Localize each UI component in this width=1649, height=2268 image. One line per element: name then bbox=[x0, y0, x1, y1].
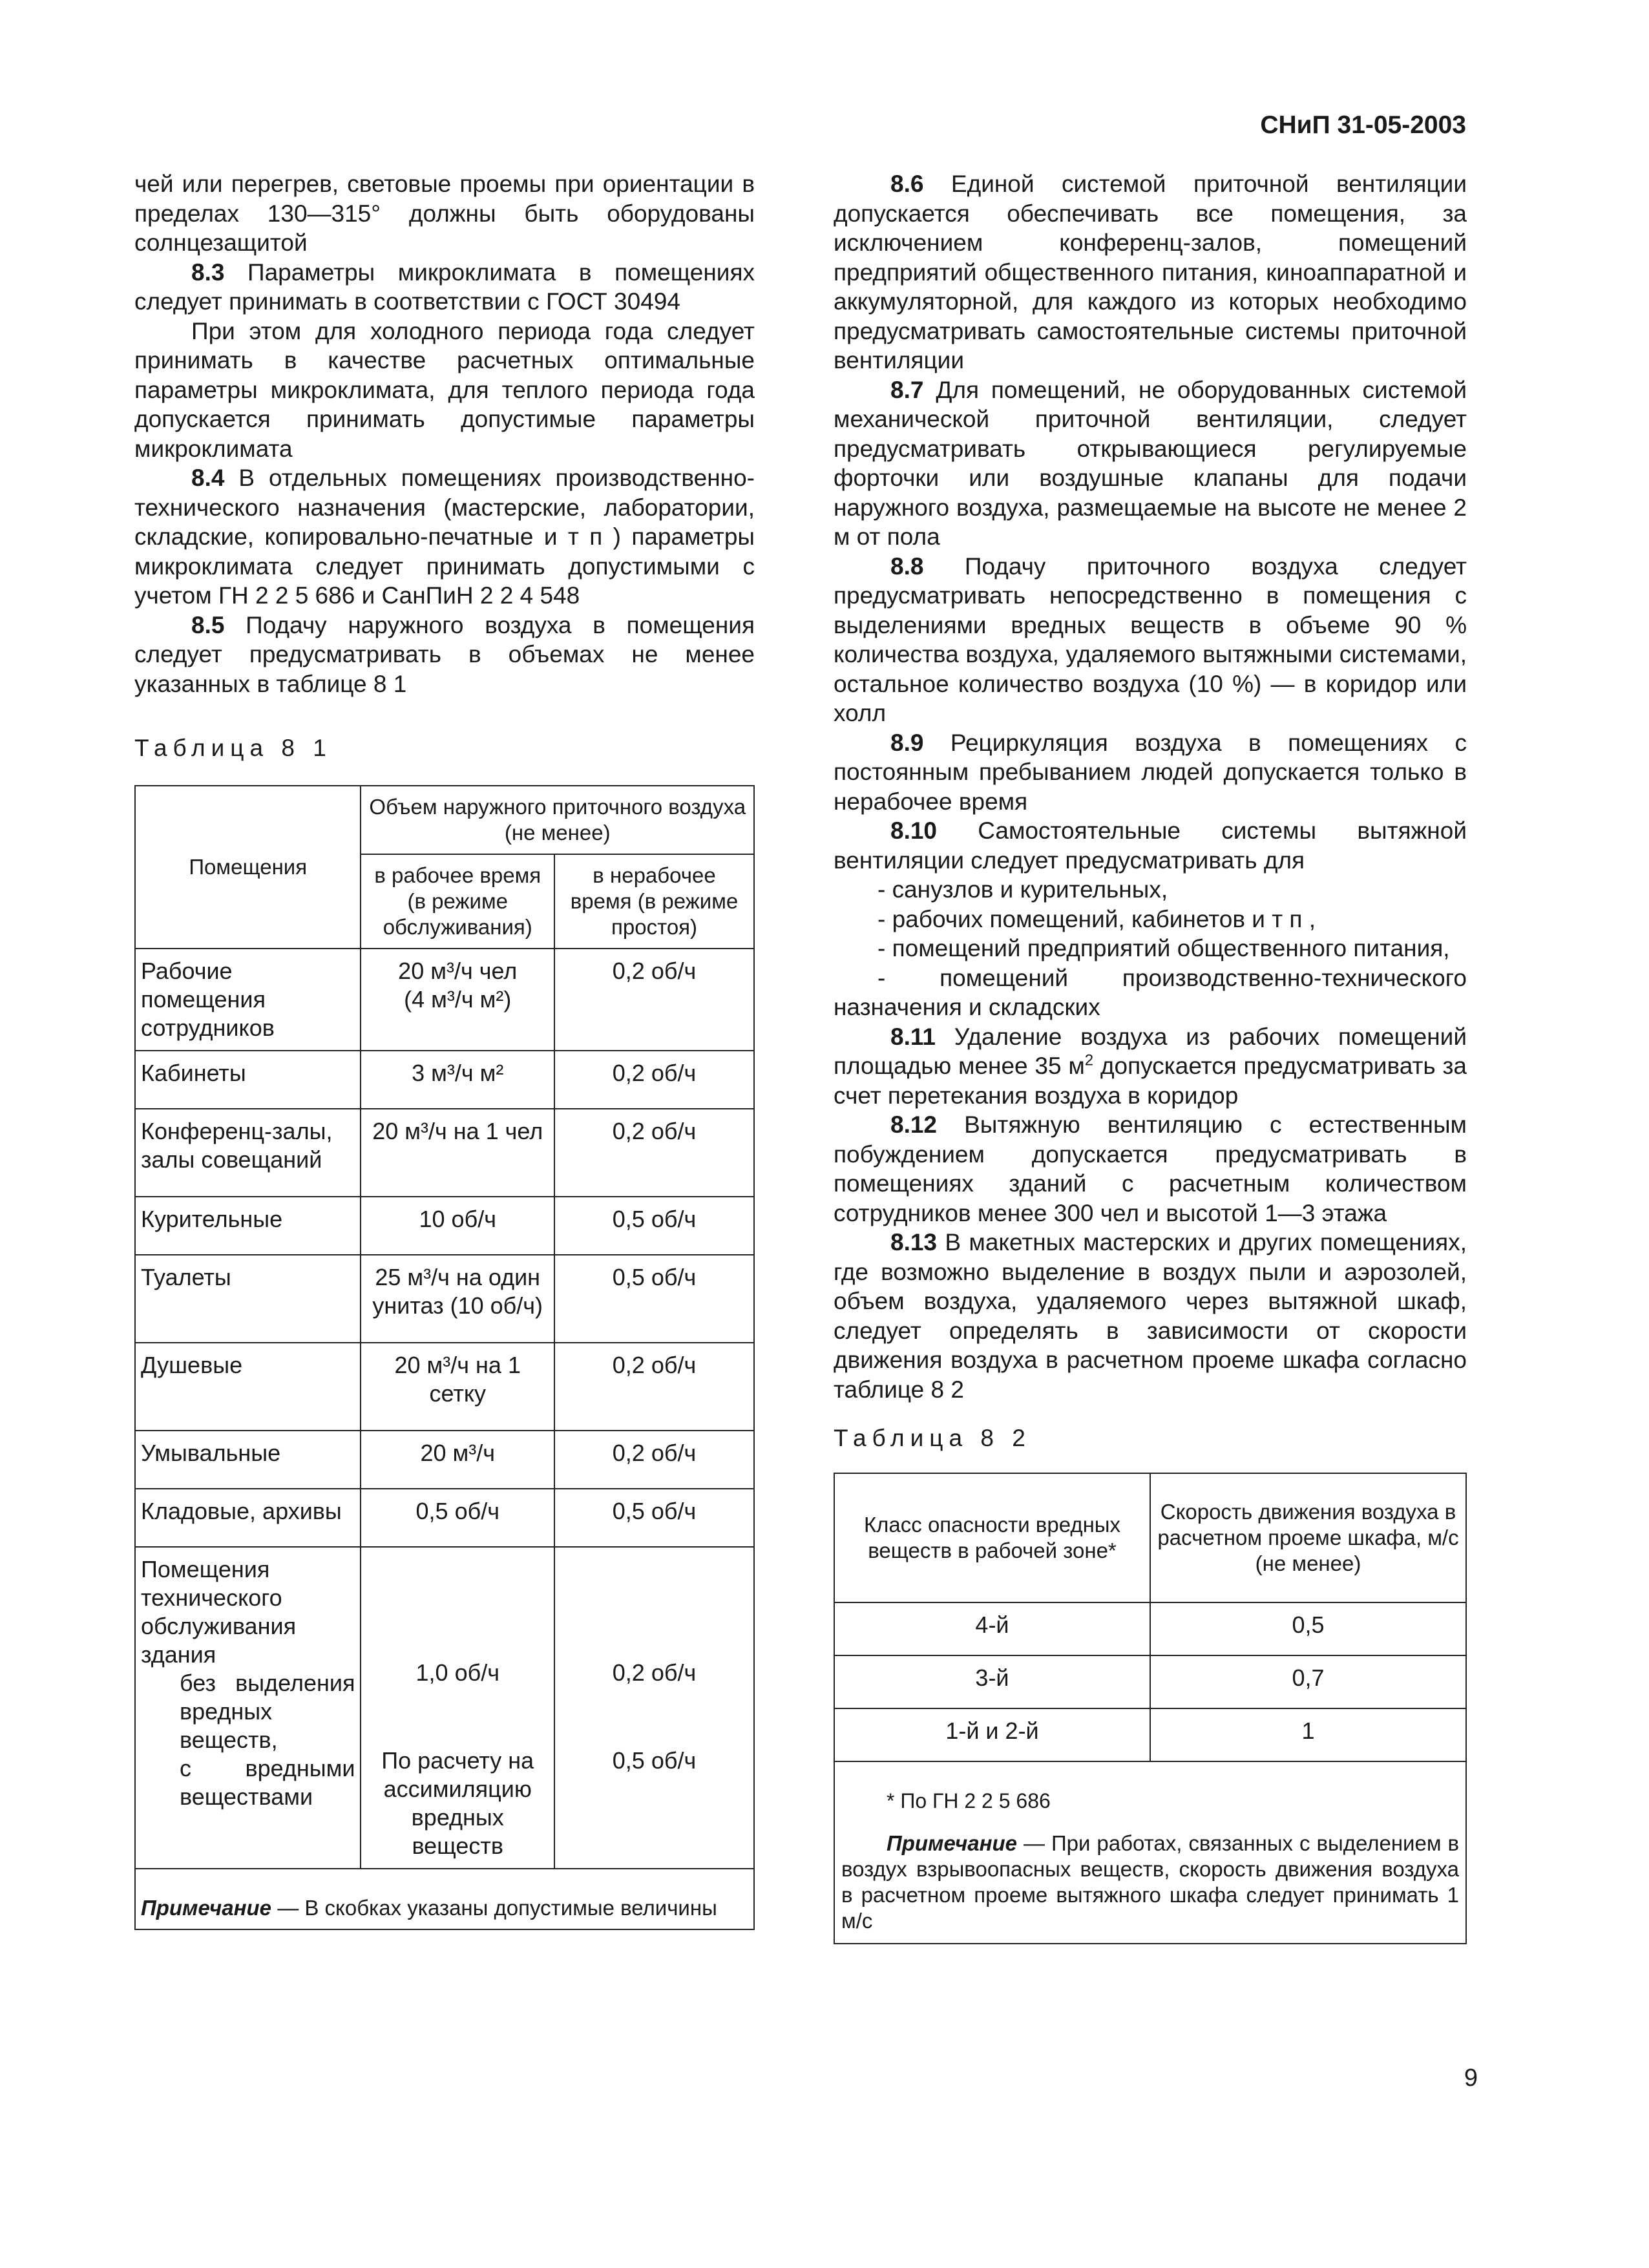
table-row: 3-й 0,7 bbox=[834, 1655, 1466, 1708]
table-row: Конференц-залы, залы совещаний 20 м³/ч на 1 чел 0,2 об/ч bbox=[135, 1109, 754, 1197]
hazard-table bbox=[834, 1473, 1467, 1944]
header-work: в рабочее время (в режиме обслуживания) bbox=[361, 854, 554, 949]
table-caption: Таблица 8 2 bbox=[834, 1425, 1031, 1451]
header-speed: Скорость движения воздуха в расчетном проеме шкафа, м/с (не менее) bbox=[1150, 1473, 1466, 1602]
table-row: Курительные 10 об/ч 0,5 об/ч bbox=[135, 1197, 754, 1255]
table-caption: Таблица 8 1 bbox=[134, 735, 332, 761]
ventilation-table bbox=[134, 785, 755, 1930]
table-row: Рабочие помещения сотрудников 20 м³/ч чел (4 м³/ч м²) 0,2 об/ч bbox=[135, 949, 754, 1051]
table-row: Помещения технического обслуживания здания без выделения вредных веществ, с вредными веществами 1,0 об/ч По расчету на ассимиляцию вредных веществ 0,2 об/ч 0,5 об/ч bbox=[135, 1547, 754, 1869]
page-number: 9 bbox=[1464, 2064, 1478, 2092]
paragraph-8-13: 8.13 В макетных мастерских и других помещениях, где возможно выделение в воздух пыли и аэрозолей, объем воздуха, удаляемого через вытяжной шкаф, следует определять в зависимости от скорости движения воздуха в расчетном проеме шкафа согласно таблице 8 2 bbox=[834, 1229, 1467, 1403]
list-item: - помещений производственно-технического назначения и складских bbox=[834, 964, 1467, 1020]
left-column bbox=[134, 169, 755, 1930]
paragraph-8-12: 8.12 Вытяжную вентиляцию с естественным побуждением допускается предусматривать в помещениях зданий с расчетным количеством сотрудников менее 300 чел и высотой 1—3 этажа bbox=[834, 1111, 1467, 1226]
list-item: - помещений предприятий общественного питания, bbox=[877, 935, 1450, 961]
list-item: - санузлов и курительных, bbox=[877, 876, 1168, 903]
header-nonwork: в нерабочее время (в режиме простоя) bbox=[554, 854, 754, 949]
paragraph-8-3: 8.3 Параметры микроклимата в помещениях следует принимать в соответствии с ГОСТ 30494 bbox=[134, 258, 755, 315]
table-note: Примечание — В скобках указаны допустимые величины bbox=[135, 1869, 754, 1929]
paragraph-8-4: 8.4 В отдельных помещениях производственно-технического назначения (мастерские, лаборатории, складские, копировально-печатные и т п ) параметры микроклимата следует принимать допустимыми с учетом ГН 2 2 5 686 и СанПиН 2 2 4 548 bbox=[134, 465, 755, 609]
header-room: Помещения bbox=[135, 786, 361, 949]
table-row: Кладовые, архивы 0,5 об/ч 0,5 об/ч bbox=[135, 1489, 754, 1547]
table-row: Умывальные 20 м³/ч 0,2 об/ч bbox=[135, 1431, 754, 1489]
paragraph: При этом для холодного периода года следует принимать в качестве расчетных оптимальные параметры микроклимата, для теплого периода года допускается принимать допустимые параметры микроклимата bbox=[134, 317, 755, 462]
right-column bbox=[834, 169, 1467, 1944]
paragraph: чей или перегрев, световые проемы при ориентации в пределах 130—315° должны быть оборудованы солнцезащитой bbox=[134, 171, 755, 256]
header-class: Класс опасности вредных веществ в рабочей зоне* bbox=[834, 1473, 1150, 1602]
paragraph-8-11: 8.11 Удаление воздуха из рабочих помещений площадью менее 35 $м^2$ допускается предусматривать за счет перетекания воздуха в коридор bbox=[834, 1023, 1467, 1109]
header-volume: Объем наружного приточного воздуха (не менее) bbox=[361, 786, 754, 854]
table-row: Душевые 20 м³/ч на 1 сетку 0,2 об/ч bbox=[135, 1343, 754, 1431]
paragraph-8-8: 8.8 Подачу приточного воздуха следует предусматривать непосредственно в помещения с выделениями вредных веществ в объеме 90 % количества воздуха, удаляемого вытяжными системами, остальное количество воздуха (10 %) — в коридор или холл bbox=[834, 552, 1467, 726]
document-code: СНиП 31-05-2003 bbox=[1260, 111, 1466, 139]
table-footer: * По ГН 2 2 5 686 Примечание — При работах, связанных с выделением в воздух взрывоопасных веществ, скорость движения воздуха в расчетном проеме вытяжного шкафа следует принимать 1 м/с bbox=[834, 1761, 1466, 1944]
table-row: 1-й и 2-й 1 bbox=[834, 1708, 1466, 1761]
table-row: Туалеты 25 м³/ч на один унитаз (10 об/ч) 0,5 об/ч bbox=[135, 1255, 754, 1343]
table-row: 4-й 0,5 bbox=[834, 1602, 1466, 1655]
paragraph-8-10: 8.10 Самостоятельные системы вытяжной вентиляции следует предусматривать для bbox=[834, 817, 1467, 874]
paragraph-8-7: 8.7 Для помещений, не оборудованных системой механической приточной вентиляции, следует предусматривать открывающиеся регулируемые форточки или воздушные клапаны для подачи наружного воздуха, размещаемые на высоте не менее 2 м от пола bbox=[834, 376, 1467, 550]
paragraph-8-5: 8.5 Подачу наружного воздуха в помещения следует предусматривать в объемах не менее указанных в таблице 8 1 bbox=[134, 611, 755, 697]
paragraph-8-6: 8.6 Единой системой приточной вентиляции допускается обеспечивать все помещения, за исключением конференц-залов, помещений предприятий общественного питания, киноаппаратной и аккумуляторной, для каждого из которых необходимо предусматривать самостоятельные системы приточной вентиляции bbox=[834, 171, 1467, 373]
table-row: Кабинеты 3 м³/ч м² 0,2 об/ч bbox=[135, 1051, 754, 1109]
list-item: - рабочих помещений, кабинетов и т п , bbox=[877, 905, 1316, 932]
paragraph-8-9: 8.9 Рециркуляция воздуха в помещениях с постоянным пребыванием людей допускается только в нерабочее время bbox=[834, 729, 1467, 815]
